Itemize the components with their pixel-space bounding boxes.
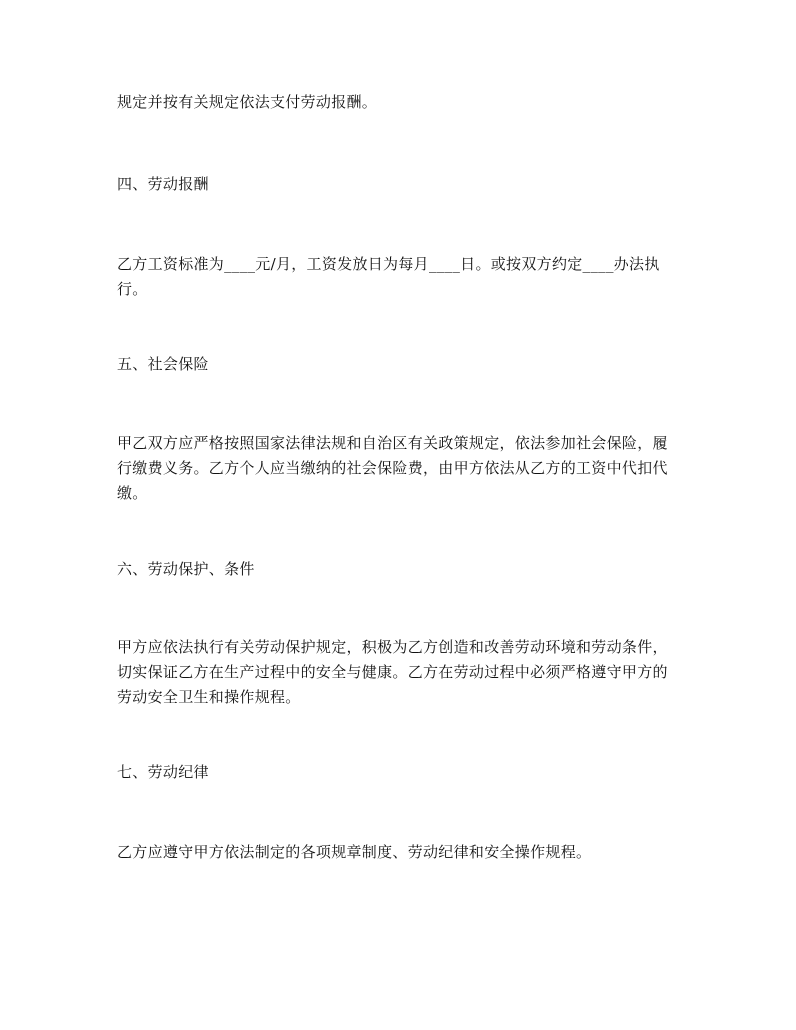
text-line: 行缴费义务。乙方个人应当缴纳的社会保险费，由甲方依法从乙方的工资中代扣代 bbox=[117, 459, 668, 477]
text-line: 乙方工资标准为____元/月，工资发放日为每月____日。或按双方约定____办法执 bbox=[117, 255, 660, 273]
text-line: 缴。 bbox=[117, 484, 148, 502]
heading-section-7-labor-discipline: 七、劳动纪律 bbox=[117, 763, 209, 781]
paragraph-labor-protection bbox=[117, 635, 687, 710]
text-line: 甲乙双方应严格按照国家法律法规和自治区有关政策规定，依法参加社会保险，履 bbox=[117, 434, 668, 452]
paragraph-labor-discipline: 乙方应遵守甲方依法制定的各项规章制度、劳动纪律和安全操作规程。 bbox=[117, 843, 592, 861]
paragraph-labor-pay-continuation: 规定并按有关规定依法支付劳动报酬。 bbox=[117, 93, 378, 111]
paragraph-social-insurance bbox=[117, 431, 687, 506]
text-line: 行。 bbox=[117, 280, 148, 298]
text-line: 切实保证乙方在生产过程中的安全与健康。乙方在劳动过程中必须严格遵守甲方的 bbox=[117, 663, 668, 681]
heading-section-4-labor-pay: 四、劳动报酬 bbox=[117, 175, 209, 193]
paragraph-wage-standard bbox=[117, 252, 687, 302]
heading-section-6-labor-protection: 六、劳动保护、条件 bbox=[117, 560, 255, 578]
heading-section-5-social-insurance: 五、社会保险 bbox=[117, 355, 209, 373]
text-line: 甲方应依法执行有关劳动保护规定，积极为乙方创造和改善劳动环境和劳动条件， bbox=[117, 638, 668, 656]
text-line: 劳动安全卫生和操作规程。 bbox=[117, 688, 301, 706]
